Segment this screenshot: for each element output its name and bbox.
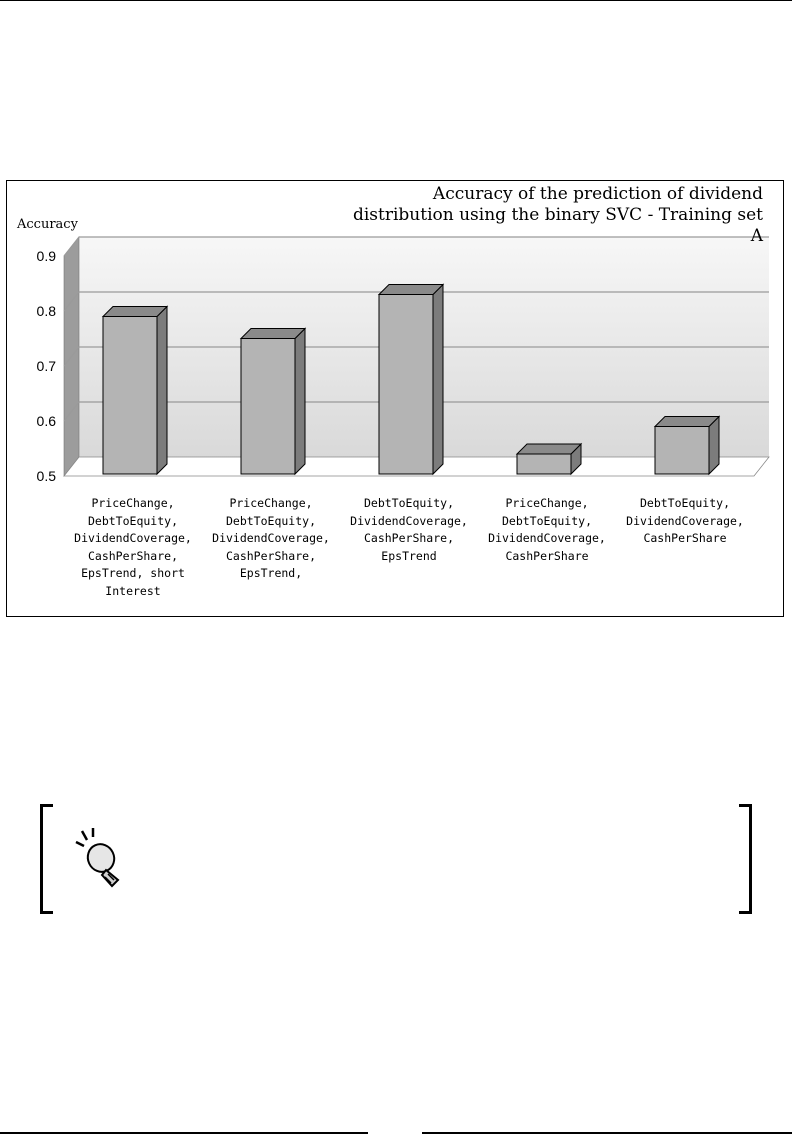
bar-side	[295, 329, 305, 475]
y-tick-label: 0.8	[36, 303, 56, 319]
bar	[655, 427, 709, 475]
x-category-label-line: CashPerShare,	[363, 531, 454, 545]
x-category-label-line: DividendCoverage,	[488, 531, 606, 545]
footer-rule-left	[0, 1132, 368, 1134]
x-category-label-line: PriceChange,	[505, 496, 589, 510]
bar	[379, 295, 433, 475]
page-top-rule	[0, 0, 792, 1]
chart-title	[343, 184, 763, 247]
y-tick-label: 0.9	[36, 248, 56, 264]
x-category-label	[201, 495, 341, 583]
x-category-label-line: DebtToEquity,	[639, 496, 730, 510]
x-category-label-line: EpsTrend	[381, 548, 437, 563]
chart-title-line-2: distribution using the binary SVC - Training set A	[352, 205, 763, 246]
x-category-label-line: CashPerShare,	[225, 548, 316, 563]
tip-bracket-left	[40, 804, 53, 914]
x-category-label	[615, 495, 755, 548]
bar	[103, 317, 157, 475]
x-category-label-line: DividendCoverage,	[212, 531, 330, 545]
x-category-label-line: EpsTrend,	[239, 566, 303, 580]
x-category-label-line: CashPerShare	[643, 531, 727, 545]
chart-title-line-1: Accuracy of the prediction of dividend	[432, 184, 763, 204]
x-category-label	[339, 495, 479, 565]
lightbulb-icon	[74, 828, 120, 890]
x-category-label-line: DividendCoverage,	[626, 513, 744, 528]
x-category-label-line: DebtToEquity,	[501, 513, 592, 528]
bar	[517, 454, 571, 474]
x-category-label-line: DebtToEquity,	[87, 513, 178, 528]
bar-top	[655, 417, 719, 427]
x-category-label-line: PriceChange,	[229, 496, 313, 510]
bar-top	[103, 307, 167, 317]
bar-side	[157, 307, 167, 475]
x-category-label-line: CashPerShare	[505, 548, 589, 563]
bar-top	[517, 444, 581, 454]
chart-figure	[6, 180, 784, 617]
bar	[241, 339, 295, 475]
x-category-label-line: DividendCoverage,	[350, 513, 468, 528]
y-tick-label: 0.6	[36, 413, 56, 429]
x-category-label-line: DebtToEquity,	[363, 496, 454, 510]
bar-side	[433, 285, 443, 475]
footer-rule-right	[422, 1132, 792, 1134]
x-category-label-line: Interest	[105, 583, 161, 598]
x-category-label-line: CashPerShare,	[87, 548, 178, 563]
x-category-label-line: EpsTrend, short	[81, 566, 185, 580]
bar-top	[379, 285, 443, 295]
y-axis-title: Accuracy	[17, 217, 78, 232]
tip-callout	[40, 804, 752, 912]
x-category-label-line: DebtToEquity,	[225, 513, 316, 528]
tip-bracket-right	[739, 804, 752, 914]
x-category-label-line: PriceChange,	[91, 496, 175, 510]
y-tick-label: 0.7	[36, 358, 56, 374]
y-tick-label: 0.5	[36, 468, 56, 484]
bar-top	[241, 329, 305, 339]
x-category-label	[63, 495, 203, 600]
x-category-label	[477, 495, 617, 565]
x-category-label-line: DividendCoverage,	[74, 531, 192, 545]
